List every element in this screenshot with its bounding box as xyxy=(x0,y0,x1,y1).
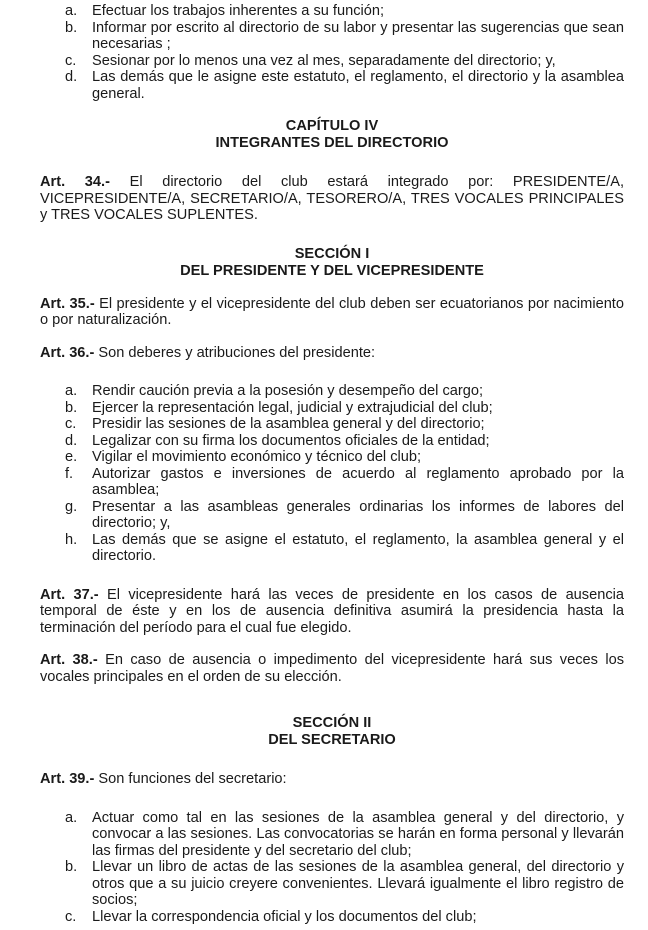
article-text: En caso de ausencia o impedimento del vicepresidente hará sus veces los vocales principales en el orden de su elección. xyxy=(40,652,624,685)
list-item: e. Vigilar el movimiento económico y técnico del club; xyxy=(65,449,422,465)
section-title: DEL PRESIDENTE Y DEL VICEPRESIDENTE xyxy=(180,262,484,279)
section-title: DEL SECRETARIO xyxy=(268,732,396,748)
list-item: b. Informar por escrito al directorio de su labor y presentar las sugerencias que sean necesarias ; xyxy=(65,19,624,52)
article-label: Art. 39.- xyxy=(40,771,95,787)
list-item: f. Autorizar gastos e inversiones de acuerdo al reglamento aprobado por la asamblea; xyxy=(65,465,624,498)
article-label: Art. 35.- xyxy=(40,295,95,312)
article-39 xyxy=(40,771,624,788)
article-37 xyxy=(40,587,624,637)
list-item: h. Las demás que se asigne el estatuto, el reglamento, la asamblea general y el directorio. xyxy=(65,531,624,564)
article-35 xyxy=(40,296,624,329)
list-item: a. Actuar como tal en las sesiones de la asamblea general y del directorio, y convocar a las sesiones. Las convocatorias se harán en forma personal y llevarán las firmas del presidente y del secretario del club; xyxy=(65,809,624,859)
article-label: Art. 36.- xyxy=(40,344,95,361)
chapter-title: INTEGRANTES DEL DIRECTORIO xyxy=(215,135,449,151)
article-label: Art. 37.- xyxy=(40,586,99,603)
article-label: Art. 38.- xyxy=(40,652,98,668)
list-item: g. Presentar a las asambleas generales ordinarias los informes de labores del directorio; y, xyxy=(65,498,624,531)
list-top xyxy=(40,3,624,102)
list-item: c. Llevar la correspondencia oficial y los documentos del club; xyxy=(65,908,477,925)
list-item: c. Presidir las sesiones de la asamblea general y del directorio; xyxy=(65,416,485,432)
list-item: c. Sesionar por lo menos una vez al mes, separadamente del directorio; y, xyxy=(65,52,556,69)
list-item: b. Ejercer la representación legal, judicial y extrajudicial del club; xyxy=(65,399,493,416)
article-label: Art. 34.- xyxy=(40,174,110,190)
list-item: a. Efectuar los trabajos inherentes a su función; xyxy=(65,3,385,19)
article-36 xyxy=(40,345,624,362)
section-number: SECCIÓN II xyxy=(292,715,372,731)
list-item: d. Las demás que le asigne este estatuto, el reglamento, el directorio y la asamblea general. xyxy=(65,69,624,102)
list-item: b. Llevar un libro de actas de las sesiones de la asamblea general, del directorio y otros que a su juicio creyere convenientes. Llevará igualmente el libro registro de socios; xyxy=(65,859,624,908)
list-secretary xyxy=(40,810,624,926)
section-number: SECCIÓN I xyxy=(294,245,370,262)
list-item: a. Rendir caución previa a la posesión y desempeño del cargo; xyxy=(65,383,484,399)
article-text: El presidente y el vicepresidente del club deben ser ecuatorianos por nacimiento o por naturalización. xyxy=(40,295,624,328)
chapter-number: CAPÍTULO IV xyxy=(285,118,379,134)
article-text: Son deberes y atribuciones del presidente: xyxy=(94,344,376,361)
article-38 xyxy=(40,652,624,685)
list-president xyxy=(40,383,624,565)
article-text: El directorio del club estará integrado por: PRESIDENTE/A, VICEPRESIDENTE/A, SECRETARIO/A, TESORERO/A, TRES VOCALES PRINCIPALES y TRES VOCALES SUPLENTES. xyxy=(40,174,625,223)
article-34 xyxy=(40,174,624,224)
article-text: El vicepresidente hará las veces de presidente en los casos de ausencia temporal de éste y en los de ausencia definitiva asumirá la presidencia hasta la terminación del período para el cual fue elegido. xyxy=(40,586,624,636)
article-text: Son funciones del secretario: xyxy=(94,771,287,787)
list-item: d. Legalizar con su firma los documentos oficiales de la entidad; xyxy=(65,432,490,449)
